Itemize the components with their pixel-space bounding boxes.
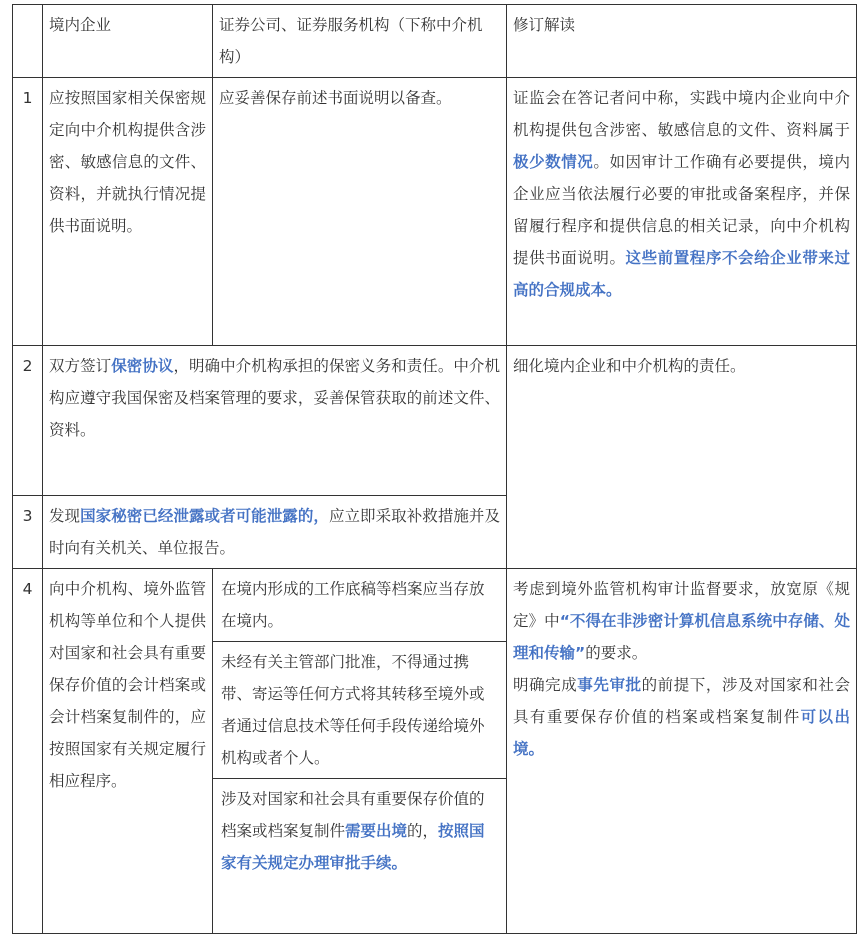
merged-cell: [43, 346, 507, 496]
enterprise-cell: 应按照国家相关保密规定向中介机构提供含涉密、敏感信息的文件、资料，并就执行情况提供书面说明。: [43, 78, 213, 346]
rich-text: [221, 580, 485, 630]
text-segment: 的要求。: [585, 644, 648, 662]
interpretation-cell: [507, 569, 857, 934]
enterprise-cell: 向中介机构、境外监管机构等单位和个人提供对国家和社会具有重要保存价值的会计档案或会计档案复制件的，应按照国家有关规定履行相应程序。: [43, 569, 213, 934]
agency-item: [213, 641, 506, 778]
row-number: 2: [13, 346, 43, 496]
table-row: [13, 569, 857, 934]
header-row: [13, 5, 857, 78]
highlighted-text: “不得在非涉密计算机信息系统中存储、处理和传输”: [513, 612, 850, 662]
row-number: 1: [13, 78, 43, 346]
highlighted-text: 国家秘密已经泄露或者可能泄露的，: [80, 507, 329, 525]
text-segment: 明确完成: [513, 676, 578, 694]
text-segment: 发现: [49, 507, 81, 525]
header-num: [13, 5, 43, 78]
regulation-table: [12, 4, 857, 934]
header-agency: 证券公司、证券服务机构（下称中介机构）: [213, 5, 507, 78]
highlighted-text: 需要出境: [345, 822, 408, 840]
text-segment: 应立即采取补救措施并及时向有关机关、单位报告。: [49, 507, 500, 557]
highlighted-text: 保密协议: [111, 357, 174, 375]
highlighted-text: 这些前置程序不会给企业带来过高的合规成本。: [513, 249, 850, 299]
merged-cell: [43, 496, 507, 569]
text-segment: 考虑到境外监管机构审计监督要求，放宽原《规定》中: [513, 580, 850, 630]
text-segment: 证监会在答记者问中称，实践中境内企业向中介机构提供包含涉密、敏感信息的文件、资料属于: [513, 89, 850, 139]
text-segment: 在境内形成的工作底稿等档案应当存放在境内。: [221, 580, 485, 630]
rich-text: [513, 676, 850, 758]
highlighted-text: 极少数情况: [513, 153, 594, 171]
highlighted-text: 事先审批: [577, 676, 642, 694]
interpretation-cell: 细化境内企业和中介机构的责任。: [507, 346, 857, 569]
agency-item: [213, 569, 506, 641]
interpretation-paragraph: [513, 669, 850, 765]
agency-item: [213, 778, 506, 883]
text-segment: 。如因审计工作确有必要提供，境内企业应当依法履行必要的审批或备案程序，并保留履行程序和提供信息的相关记录，向中介机构提供书面说明。: [513, 153, 850, 267]
text-segment: 涉及对国家和社会具有重要保存价值的档案或档案复制件: [221, 790, 485, 840]
interpretation-paragraph: [513, 573, 850, 669]
table-row: [13, 346, 857, 496]
interpretation-cell: [507, 78, 857, 346]
rich-text: [221, 653, 485, 767]
row-number: 4: [13, 569, 43, 934]
text-segment: 的，: [407, 822, 439, 840]
rich-text: [49, 507, 500, 557]
highlighted-text: 按照国家有关规定办理审批手续。: [221, 822, 485, 872]
highlighted-text: 可以出境。: [513, 708, 850, 758]
row-number: 3: [13, 496, 43, 569]
text-segment: 的前提下，涉及对国家和社会具有重要保存价值的档案或档案复制件: [513, 676, 850, 726]
agency-cell: [213, 569, 507, 934]
table-row: [13, 78, 857, 346]
header-enterprise: 境内企业: [43, 5, 213, 78]
rich-text: [513, 580, 850, 662]
header-interpretation: 修订解读: [507, 5, 857, 78]
text-segment: 双方签订: [49, 357, 112, 375]
text-segment: 未经有关主管部门批准，不得通过携带、寄运等任何方式将其转移至境外或者通过信息技术等任何手段传递给境外机构或者个人。: [221, 653, 485, 767]
rich-text: [513, 89, 850, 299]
text-segment: ，明确中介机构承担的保密义务和责任。中介机构应遵守我国保密及档案管理的要求，妥善保管获取的前述文件、资料。: [49, 357, 500, 439]
rich-text: [221, 790, 485, 872]
agency-cell: 应妥善保存前述书面说明以备查。: [213, 78, 507, 346]
rich-text: [49, 357, 500, 439]
